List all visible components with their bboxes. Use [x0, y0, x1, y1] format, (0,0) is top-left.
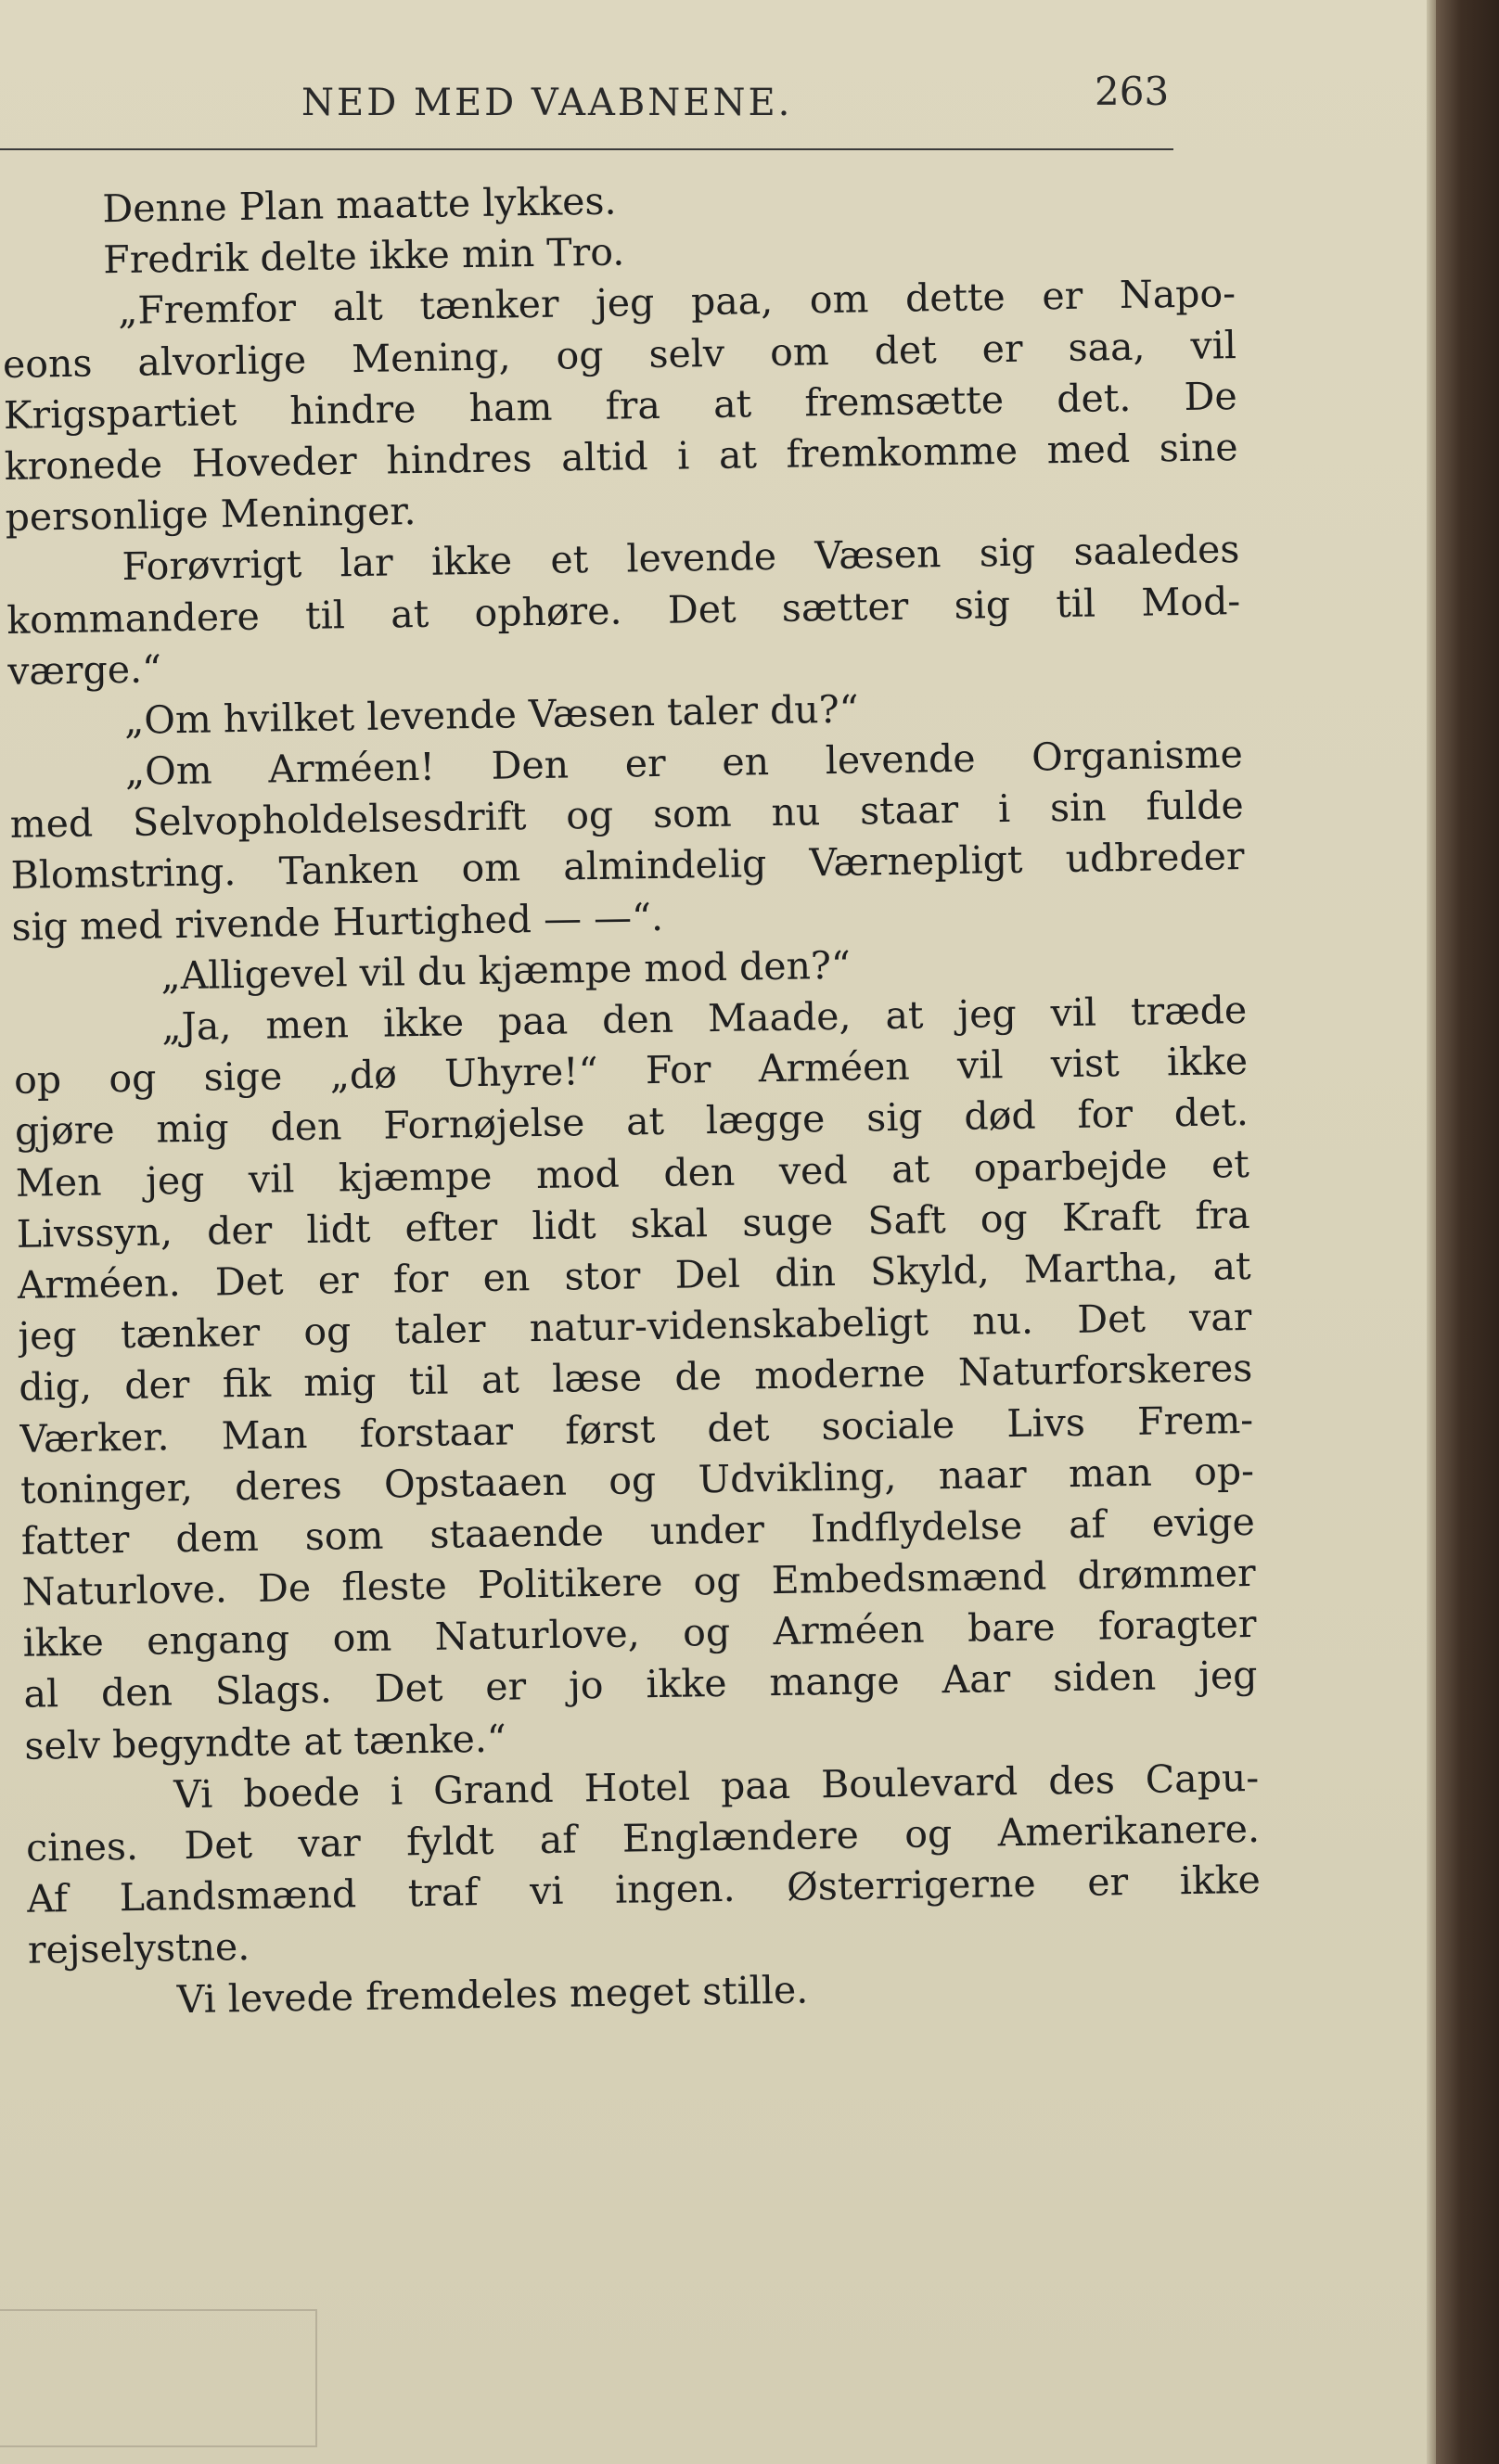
text-line: rejselystne. — [27, 1924, 250, 1973]
library-label-outline — [0, 2309, 317, 2447]
text-line: ikke engang om Naturlove, og Arméen bare foragter — [22, 1602, 1257, 1666]
text-line: Blomstring. Tanken om almindelig Værnepligt udbreder — [10, 834, 1245, 899]
text-line: Vi boede i Grand Hotel paa Boulevard des Capu- — [173, 1755, 1260, 1818]
header-rule — [0, 148, 1173, 150]
running-title: NED MED VAABNENE. — [301, 82, 793, 124]
text-line: „Ja, men ikke paa den Maade, at jeg vil træde — [160, 988, 1248, 1050]
text-line: med Selvopholdelsesdrift og som nu staar i sin fulde — [9, 783, 1245, 848]
text-line: selv begyndte at tænke.“ — [24, 1716, 507, 1768]
text-line: Livssyn, der lidt efter lidt skal suge Saft og Kraft fra — [16, 1192, 1250, 1257]
text-line: Naturlove. De fleste Politikere og Embedsmænd drømmer — [21, 1550, 1257, 1615]
text-line: Fredrik delte ikke min Tro. — [102, 229, 625, 283]
text-line: al den Slags. Det er jo ikke mange Aar siden jeg — [23, 1653, 1258, 1717]
body-text — [0, 166, 1262, 2027]
text-line: „Alligevel vil du kjæmpe mod den?“ — [160, 942, 852, 999]
text-line: fatter dem som staaende under Indflydelse af evige — [20, 1499, 1256, 1564]
text-line: Denne Plan maatte lykkes. — [102, 178, 617, 232]
book-spine — [1436, 0, 1499, 2464]
text-line: Men jeg vil kjæmpe mod den ved at oparbejde et — [15, 1141, 1250, 1206]
text-line: dig, der fik mig til at læse de moderne Naturforskeres — [18, 1346, 1253, 1411]
text-line: gjøre mig den Fornøjelse at lægge sig død for det. — [14, 1090, 1249, 1155]
text-line: op og sige „dø Uhyre!“ For Arméen vil vist ikke — [13, 1039, 1249, 1104]
text-line: cines. Det var fyldt af Englændere og Amerikanere. — [25, 1806, 1261, 1870]
text-line: værge.“ — [6, 646, 162, 694]
text-line: Krigspartiet hindre ham fra at fremsætte det. De — [3, 373, 1238, 438]
text-line: personlige Meninger. — [5, 489, 416, 541]
text-line: Af Landsmænd traf vi ingen. Østerrigerne er ikke — [26, 1858, 1262, 1921]
page-number: 263 — [1095, 69, 1170, 114]
text-line: jeg tænker og taler natur-videnskabeligt nu. Det var — [18, 1295, 1252, 1359]
text-line: toninger, deres Opstaaen og Udvikling, naar man op- — [19, 1448, 1255, 1513]
text-line: Værker. Man forstaar først det sociale Livs Frem- — [19, 1397, 1254, 1462]
text-line: „Fremfor alt tænker jeg paa, om dette er Napo- — [117, 271, 1236, 334]
text-line: kronede Hoveder hindres altid i at fremkomme med sine — [4, 425, 1238, 489]
text-line: sig med rivende Hurtighed — —“. — [11, 894, 664, 950]
text-line: „Om hvilket levende Væsen taler du?“ — [123, 686, 859, 743]
text-line: Arméen. Det er for en stor Del din Skyld, Martha, at — [17, 1243, 1251, 1308]
text-line: Forøvrigt lar ikke et levende Væsen sig saaledes — [122, 527, 1240, 590]
page-edge — [1427, 0, 1436, 2464]
text-line: eons alvorlige Mening, og selv om det er saa, vil — [2, 322, 1237, 387]
text-line: „Om Arméen! Den er en levende Organisme — [124, 732, 1244, 795]
text-line: Vi levede fremdeles meget stille. — [176, 1967, 809, 2022]
page-header — [0, 65, 1178, 139]
text-line: kommandere til at ophøre. Det sætter sig til Mod- — [6, 578, 1241, 643]
